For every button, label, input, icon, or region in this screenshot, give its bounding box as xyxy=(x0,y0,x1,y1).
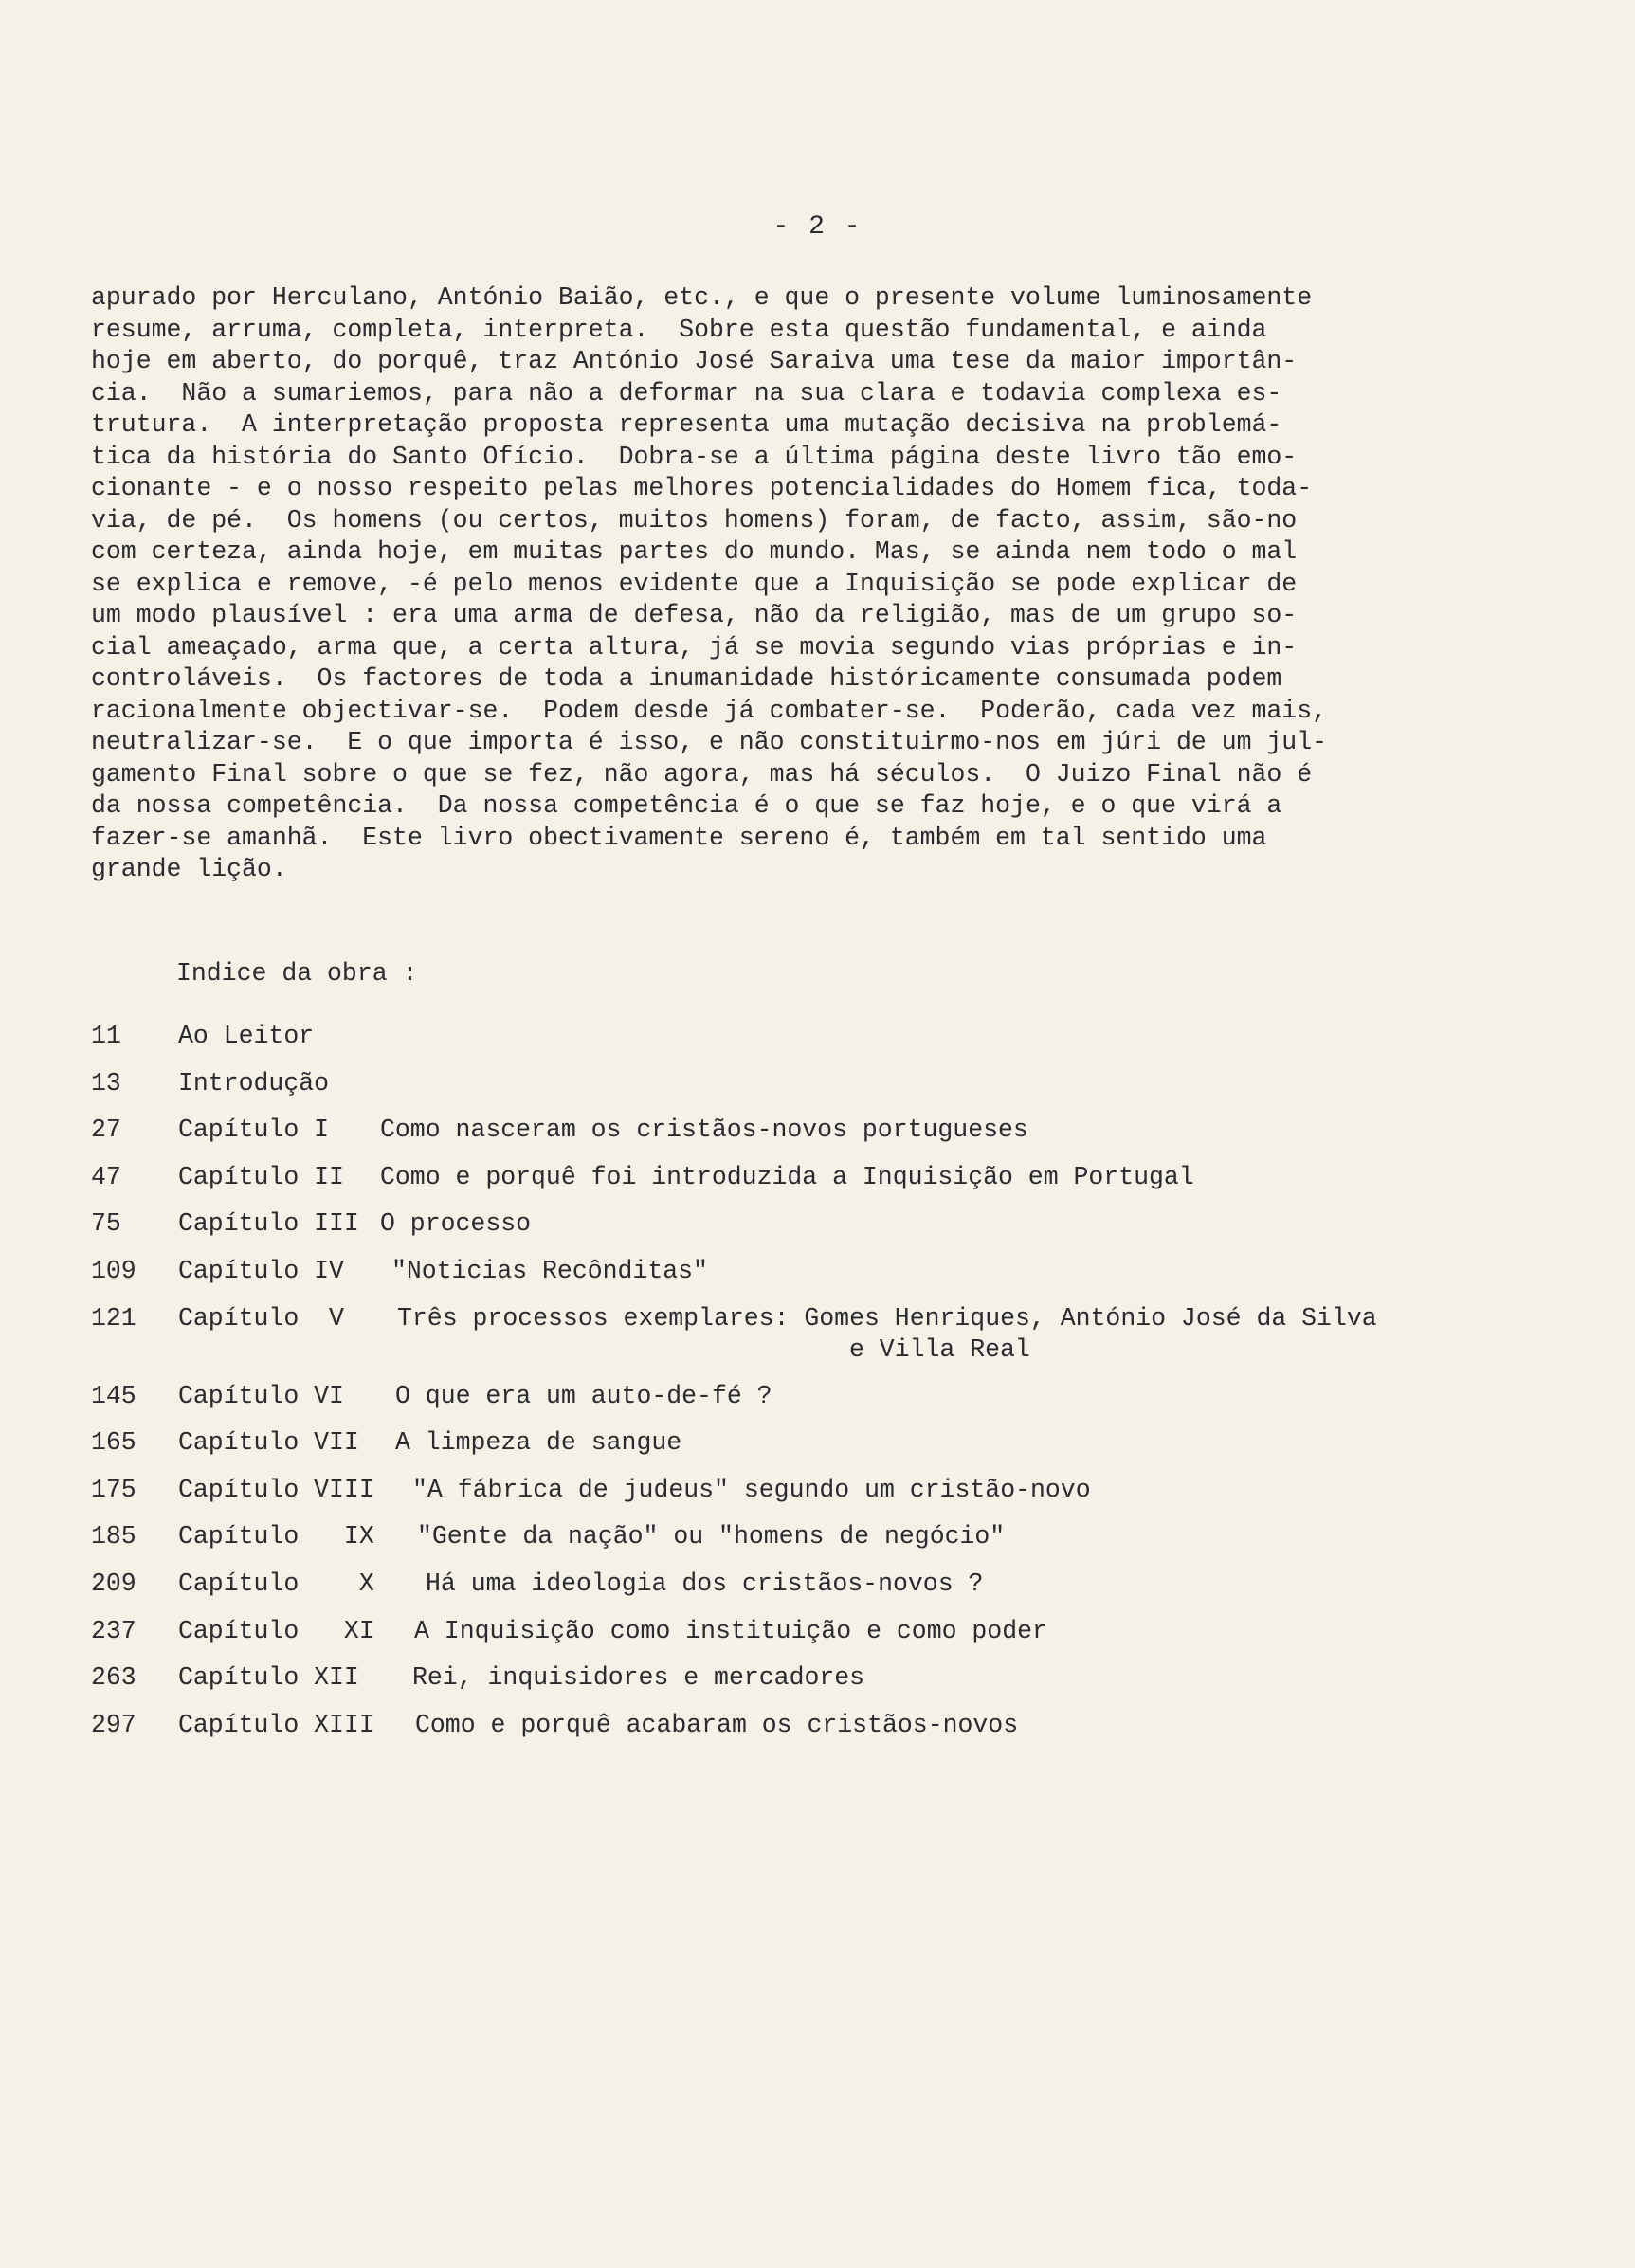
text-line: fazer-se amanhã. Este livro obectivamente sereno é, também em tal sentido uma xyxy=(91,823,1267,852)
toc-chapter-title: "Noticias Recônditas" xyxy=(391,1256,708,1285)
toc-chapter-title: Há uma ideologia dos cristãos-novos ? xyxy=(426,1569,984,1598)
toc-page-number: 11 xyxy=(91,1022,121,1050)
toc-page-number: 175 xyxy=(91,1475,136,1504)
toc-chapter-label: Capítulo X xyxy=(178,1569,374,1598)
toc-page-number: 75 xyxy=(91,1209,121,1239)
toc-page-number: 237 xyxy=(91,1616,136,1645)
text-line: tica da história do Santo Ofício. Dobra-se a última página deste livro tão emo- xyxy=(91,442,1298,471)
toc-chapter-title: Rei, inquisidores e mercadores xyxy=(412,1663,865,1693)
toc-entry xyxy=(91,1257,1532,1304)
toc-chapter-label: Capítulo VI xyxy=(178,1381,344,1410)
text-line: trutura. A interpretação proposta representa uma mutação decisiva na problemá- xyxy=(91,410,1282,439)
toc-chapter-label: Capítulo XII xyxy=(178,1663,359,1693)
toc-entry xyxy=(91,1022,1532,1069)
toc-page-number: 185 xyxy=(91,1522,136,1551)
toc-entry xyxy=(91,1569,1532,1617)
text-line: apurado por Herculano, António Baião, etc., e que o presente volume luminosamente xyxy=(91,283,1313,312)
toc-chapter-label: Capítulo XIII xyxy=(178,1710,374,1739)
toc-chapter-title: Como e porquê foi introduzida a Inquisição em Portugal xyxy=(380,1162,1194,1191)
text-line: resume, arruma, completa, interpreta. Sobre esta questão fundamental, e ainda xyxy=(91,315,1267,344)
toc-entry xyxy=(91,1663,1532,1711)
toc-chapter-title: A limpeza de sangue xyxy=(395,1428,682,1458)
text-line: hoje em aberto, do porquê, traz António José Saraiva uma tese da maior importân- xyxy=(91,347,1298,375)
table-of-contents xyxy=(91,1022,1532,1757)
toc-chapter-label: Ao Leitor xyxy=(178,1022,315,1050)
toc-page-number: 109 xyxy=(91,1256,136,1285)
index-heading: Indice da obra : xyxy=(176,959,418,988)
toc-page-number: 27 xyxy=(91,1116,121,1145)
toc-chapter-label: Capítulo VII xyxy=(178,1428,359,1458)
toc-entry xyxy=(91,1304,1532,1382)
toc-entry xyxy=(91,1382,1532,1429)
toc-chapter-title: O que era um auto-de-fé ? xyxy=(395,1381,772,1410)
text-line: cia. Não a sumariemos, para não a deformar na sua clara e todavia complexa es- xyxy=(91,378,1282,408)
toc-entry xyxy=(91,1209,1532,1257)
toc-title-continuation: e Villa Real xyxy=(849,1334,1030,1364)
toc-chapter-label: Capítulo II xyxy=(178,1162,344,1191)
toc-chapter-title: "A fábrica de judeus" segundo um cristão-novo xyxy=(412,1475,1091,1504)
text-line: grande lição. xyxy=(91,855,287,883)
toc-page-number: 121 xyxy=(91,1303,136,1333)
toc-chapter-label: Capítulo V xyxy=(178,1303,344,1333)
toc-chapter-title: O processo xyxy=(380,1209,532,1239)
text-line: gamento Final sobre o que se fez, não agora, mas há séculos. O Juizo Final não é xyxy=(91,759,1313,789)
toc-chapter-label: Introdução xyxy=(178,1068,330,1098)
toc-entry xyxy=(91,1522,1532,1569)
text-line: cial ameaçado, arma que, a certa altura, já se movia segundo vias próprias e in- xyxy=(91,632,1298,662)
toc-entry xyxy=(91,1163,1532,1210)
text-line: da nossa competência. Da nossa competência é o que se faz hoje, e o que virá a xyxy=(91,791,1282,820)
toc-chapter-label: Capítulo XI xyxy=(178,1616,374,1645)
toc-chapter-label: Capítulo VIII xyxy=(178,1475,374,1504)
text-line: racionalmente objectivar-se. Podem desde já combater-se. Poderão, cada vez mais, xyxy=(91,696,1328,725)
page-number: - 2 - xyxy=(772,212,863,242)
toc-entry xyxy=(91,1617,1532,1664)
toc-entry xyxy=(91,1116,1532,1163)
toc-chapter-title: Como e porquê acabaram os cristãos-novos xyxy=(415,1710,1019,1739)
toc-chapter-label: Capítulo I xyxy=(178,1116,330,1145)
text-line: se explica e remove, -é pelo menos evidente que a Inquisição se pode explicar de xyxy=(91,569,1298,598)
toc-page-number: 145 xyxy=(91,1381,136,1410)
text-line: com certeza, ainda hoje, em muitas partes do mundo. Mas, se ainda nem todo o mal xyxy=(91,537,1298,566)
toc-entry xyxy=(91,1711,1532,1758)
text-line: controláveis. Os factores de toda a inumanidade históricamente consumada podem xyxy=(91,664,1282,693)
toc-page-number: 165 xyxy=(91,1428,136,1458)
toc-chapter-title: "Gente da nação" ou "homens de negócio" xyxy=(417,1522,1006,1551)
text-line: um modo plausível : era uma arma de defesa, não da religião, mas de um grupo so- xyxy=(91,601,1298,629)
toc-page-number: 209 xyxy=(91,1569,136,1598)
toc-page-number: 297 xyxy=(91,1710,136,1739)
toc-entry xyxy=(91,1069,1532,1116)
toc-entry xyxy=(91,1476,1532,1523)
toc-entry xyxy=(91,1428,1532,1476)
toc-chapter-label: Capítulo III xyxy=(178,1209,359,1239)
toc-chapter-title: Três processos exemplares: Gomes Henriques, António José da Silva xyxy=(397,1303,1377,1333)
toc-page-number: 263 xyxy=(91,1663,136,1693)
text-line: cionante - e o nosso respeito pelas melhores potencialidades do Homem fica, toda- xyxy=(91,474,1313,502)
text-line: via, de pé. Os homens (ou certos, muitos homens) foram, de facto, assim, são-no xyxy=(91,505,1298,535)
text-line: neutralizar-se. E o que importa é isso, e não constituirmo-nos em júri de um jul- xyxy=(91,728,1328,756)
toc-chapter-label: Capítulo IV xyxy=(178,1256,344,1285)
toc-page-number: 13 xyxy=(91,1068,121,1098)
toc-chapter-title: Como nasceram os cristãos-novos portugueses xyxy=(380,1116,1028,1145)
body-text xyxy=(91,282,1484,886)
toc-chapter-label: Capítulo IX xyxy=(178,1522,374,1551)
toc-chapter-title: A Inquisição como instituição e como poder xyxy=(414,1616,1047,1645)
toc-page-number: 47 xyxy=(91,1162,121,1191)
